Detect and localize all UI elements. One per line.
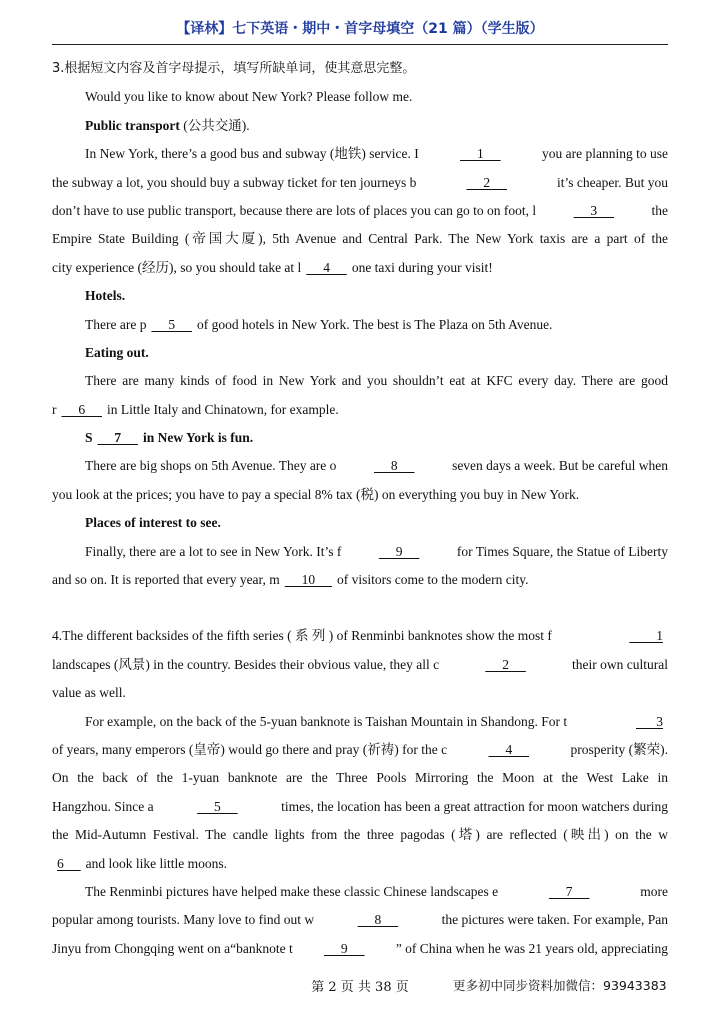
line-segment: the pictures were taken. For example, Pan: [441, 912, 668, 928]
text-line: [52, 396, 668, 424]
line-segment: you are planning to use: [542, 146, 668, 162]
text-line: [52, 282, 668, 310]
answer-blank[interactable]: 9: [378, 543, 420, 559]
text-line: [52, 83, 668, 111]
line-segment: the subway a lot, you should buy a subway ticket for ten journeys b: [52, 174, 417, 190]
text-line: [52, 254, 668, 282]
line-segment: There are big shops on 5th Avenue. They are o: [85, 458, 337, 474]
answer-blank[interactable]: 4: [306, 259, 347, 275]
text-line: [52, 594, 668, 622]
answer-blank[interactable]: 6: [61, 401, 102, 417]
document-body: [52, 55, 668, 963]
line-text: Would you like to know about New York? Please follow me.: [85, 89, 413, 105]
text-line: [52, 793, 668, 821]
answer-blank[interactable]: 8: [374, 458, 415, 474]
line-segment: of good hotels in New York. The best is The Plaza on 5th Avenue.: [196, 316, 553, 332]
answer-blank[interactable]: 4: [488, 741, 530, 757]
line-segment: Finally, there are a lot to see in New York. It’s f: [85, 543, 342, 559]
answer-blank[interactable]: 1: [460, 146, 501, 162]
text-line: [52, 55, 668, 83]
line-segment: There are p: [85, 316, 147, 332]
text-line: [52, 424, 668, 452]
answer-blank[interactable]: 7: [548, 883, 590, 899]
text-line: [52, 367, 668, 395]
text-line: [52, 566, 668, 594]
text-line: [52, 225, 668, 253]
text-line: [52, 878, 668, 906]
line-segment: seven days a week. But be careful when: [452, 458, 668, 474]
text-line: [52, 906, 668, 934]
text-line: [52, 112, 668, 140]
text-line: [52, 651, 668, 679]
line-text: Public transport (公共交通).: [85, 117, 250, 133]
answer-blank[interactable]: 7: [97, 430, 139, 446]
line-segment: the: [651, 202, 668, 218]
line-text: Hotels.: [85, 288, 126, 304]
text-line: [52, 708, 668, 736]
line-text: value as well.: [52, 685, 126, 701]
line-segment: city experience (经历), so you should take at l: [52, 259, 302, 275]
line-segment: Jinyu from Chongqing went on a“banknote t: [52, 940, 293, 956]
answer-blank[interactable]: 2: [485, 656, 526, 672]
text-line: [52, 821, 668, 849]
text-line: [52, 622, 668, 650]
line-segment: and look like little moons.: [85, 855, 227, 871]
line-segment: one taxi during your visit!: [351, 259, 493, 275]
line-segment: ” of China when he was 21 years old, appreciating: [395, 940, 668, 956]
bold-heading: Public transport: [85, 117, 180, 133]
line-segment: landscapes (风景) in the country. Besides their obvious value, they all c: [52, 656, 440, 672]
line-segment: don’t have to use public transport, because there are lots of places you can go to on foot, l: [52, 202, 537, 218]
line-segment: for Times Square, the Statue of Liberty: [456, 543, 668, 559]
line-segment: 4.The different backsides of the fifth series ( 系 列 ) of Renminbi banknotes show the most f: [52, 628, 552, 644]
text-line: [52, 311, 668, 339]
text-line: [52, 197, 668, 225]
answer-blank[interactable]: 8: [357, 912, 399, 928]
text-line: [52, 679, 668, 707]
answer-blank[interactable]: 9: [324, 940, 365, 956]
line-text: On the back of the 1-yuan banknote are the Three Pools Mirroring the Moon at the West Lake in: [52, 770, 668, 786]
text-line: [52, 764, 668, 792]
answer-blank[interactable]: 2: [466, 174, 507, 190]
answer-blank[interactable]: 3: [636, 713, 663, 729]
line-text: Places of interest to see.: [85, 515, 221, 531]
answer-blank[interactable]: 10: [284, 572, 333, 588]
text-line: [52, 935, 668, 963]
footer-ad: 更多初中同步资料加微信：93943383: [453, 978, 667, 993]
line-text: Eating out.: [85, 344, 149, 360]
line-segment: more: [640, 883, 668, 899]
line-segment: in Little Italy and Chinatown, for example.: [107, 401, 339, 417]
line-text: the Mid-Autumn Festival. The candle lights from the three pagodas (塔) are reflected (映出) on the w: [52, 827, 668, 843]
line-text: you look at the prices; you have to pay a special 8% tax (税) on everything you buy in New York.: [52, 486, 580, 502]
line-segment: The Renminbi pictures have helped make these classic Chinese landscapes e: [85, 883, 499, 899]
line-segment: their own cultural: [572, 656, 668, 672]
line-segment: S: [85, 430, 93, 446]
line-segment: In New York, there’s a good bus and subway (地铁) service. I: [85, 146, 419, 162]
answer-blank[interactable]: 6: [57, 855, 81, 871]
page-footer: [0, 976, 720, 996]
answer-blank[interactable]: 5: [151, 316, 192, 332]
line-segment: it’s cheaper. But you: [557, 174, 668, 190]
text-line: [52, 850, 668, 878]
line-segment: prosperity (繁荣).: [570, 741, 668, 757]
answer-blank[interactable]: 3: [573, 202, 615, 218]
line-text: There are many kinds of food in New York and you shouldn’t eat at KFC every day. There are good: [85, 373, 668, 389]
line-segment: and so on. It is reported that every year, m: [52, 572, 280, 588]
page-number: 第 2 页 共 38 页: [311, 980, 409, 995]
answer-blank[interactable]: 1: [629, 628, 663, 644]
text-line: [52, 481, 668, 509]
text-line: [52, 736, 668, 764]
line-segment: For example, on the back of the 5-yuan banknote is Taishan Mountain in Shandong. For t: [85, 713, 568, 729]
line-segment: Hangzhou. Since a: [52, 798, 154, 814]
text-line: [52, 140, 668, 168]
line-text: Empire State Building (帝国大厦), 5th Avenue and Central Park. The New York taxis are a part of the: [52, 231, 668, 247]
text-line: [52, 169, 668, 197]
text-line: [52, 509, 668, 537]
line-segment: times, the location has been a great attraction for moon watchers during: [281, 798, 668, 814]
line-segment: popular among tourists. Many love to find out w: [52, 912, 315, 928]
answer-blank[interactable]: 5: [197, 798, 238, 814]
text-line: [52, 452, 668, 480]
page-header: 【译林】七下英语・期中・首字母填空（21 篇）（学生版）: [52, 14, 668, 45]
text-line: [52, 538, 668, 566]
line-text: 3.根据短文内容及首字母提示，填写所缺单词，使其意思完整。: [52, 61, 416, 76]
text-line: [52, 339, 668, 367]
line-segment: of years, many emperors (皇帝) would go there and pray (祈祷) for the c: [52, 741, 448, 757]
line-segment: r: [52, 401, 57, 417]
line-segment: in New York is fun.: [143, 430, 254, 446]
line-segment: of visitors come to the modern city.: [337, 572, 529, 588]
